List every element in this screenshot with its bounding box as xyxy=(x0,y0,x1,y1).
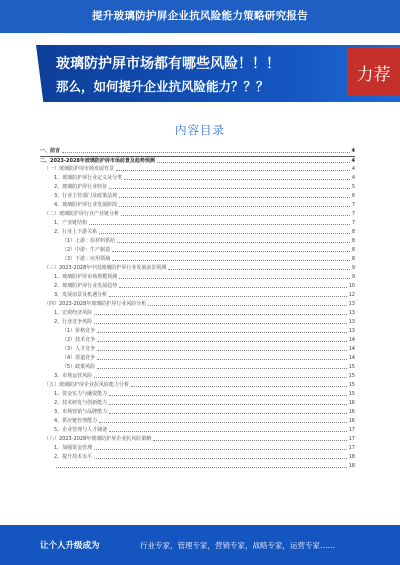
toc-page-number: 14 xyxy=(348,346,355,352)
toc-leader-dots xyxy=(153,440,346,441)
toc-entry[interactable] xyxy=(40,165,355,174)
toc-page-number: 4 xyxy=(351,166,355,172)
toc-leader-dots xyxy=(112,251,350,252)
toc-entry-text: 一、前言 xyxy=(40,148,61,154)
toc-leader-dots xyxy=(94,314,346,315)
table-of-contents xyxy=(40,147,355,471)
toc-page-number: 4 xyxy=(351,157,355,164)
toc-leader-dots xyxy=(109,296,346,297)
toc-entry[interactable] xyxy=(40,381,355,390)
toc-leader-dots xyxy=(97,332,346,333)
toc-leader-dots xyxy=(94,323,346,324)
toc-entry[interactable] xyxy=(40,372,355,381)
toc-page-number: 18 xyxy=(348,454,355,460)
toc-page-number: 15 xyxy=(348,382,355,388)
toc-title: 内容目录 xyxy=(175,123,225,137)
toc-leader-dots xyxy=(112,260,350,261)
toc-page-number: 12 xyxy=(348,292,355,298)
toc-entry-text: （五）玻璃防护屏企业抗风险能力分析 xyxy=(44,382,130,388)
toc-leader-dots xyxy=(89,224,350,225)
toc-page-number: 13 xyxy=(348,310,355,316)
toc-entry[interactable] xyxy=(40,291,355,300)
toc-page-number: 8 xyxy=(351,238,355,244)
toc-entry-text: 2、行业竞争风险 xyxy=(54,319,93,325)
toc-entry[interactable] xyxy=(40,246,355,255)
toc-entry-text: （三）2023-2028年中国玻璃防护屏行业发展前景预测 xyxy=(44,265,167,271)
toc-page-number: 17 xyxy=(348,436,355,442)
toc-leader-dots xyxy=(121,215,350,216)
toc-page-number: 5 xyxy=(351,184,355,190)
toc-leader-dots xyxy=(94,377,346,378)
toc-leader-dots xyxy=(62,152,350,153)
toc-entry[interactable] xyxy=(40,156,355,165)
toc-leader-dots xyxy=(119,206,350,207)
toc-entry-text: （3）人才竞争 xyxy=(62,346,96,352)
toc-page-number: 13 xyxy=(348,319,355,325)
toc-leader-dots xyxy=(168,269,350,270)
toc-entry-text: （六）2023-2028年玻璃防护屏企业抗风险策略 xyxy=(44,436,152,442)
toc-leader-dots xyxy=(119,287,346,288)
toc-leader-dots xyxy=(56,467,347,468)
toc-entry-text: 4、玻璃防护屏行业发展阶段 xyxy=(54,202,118,208)
toc-entry-text: 2、玻璃防护屏行业发展趋势 xyxy=(54,283,118,289)
toc-entry-text: 2、技术研发与创新能力 xyxy=(54,400,108,406)
toc-entry[interactable] xyxy=(40,228,355,237)
toc-page-number: 16 xyxy=(348,418,355,424)
toc-entry-text: 3、发展前景及机遇分析 xyxy=(54,292,108,298)
toc-entry[interactable] xyxy=(40,363,355,372)
toc-page-number: 8 xyxy=(351,256,355,262)
toc-leader-dots xyxy=(97,341,346,342)
toc-entry[interactable] xyxy=(40,318,355,327)
toc-entry-text: 1、加强资金管理 xyxy=(54,445,93,451)
toc-entry-text: （二）玻璃防护屏行业产业链分析 xyxy=(44,211,120,217)
toc-entry[interactable] xyxy=(40,147,355,156)
toc-entry[interactable] xyxy=(40,219,355,228)
toc-leader-dots xyxy=(124,179,350,180)
toc-leader-dots xyxy=(119,197,350,198)
toc-entry[interactable] xyxy=(40,183,355,192)
toc-page-number: 8 xyxy=(351,247,355,253)
toc-entry-text: （四）2023-2028年玻璃防护屏行业风险分析 xyxy=(44,301,147,307)
report-title: 提升玻璃防护屏企业抗风险能力策略研究报告 xyxy=(92,10,308,22)
hero-subtitle: 那么，如何提升企业抗风险能力？？？ xyxy=(56,79,269,94)
toc-leader-dots xyxy=(99,422,346,423)
toc-leader-dots xyxy=(148,305,346,306)
toc-page-number: 18 xyxy=(348,463,355,469)
toc-entry-text: 1、宏观经济风险 xyxy=(54,310,93,316)
toc-entry-text: 3、行业主管部门及政策法规 xyxy=(54,193,118,199)
toc-page-number: 7 xyxy=(351,220,355,226)
toc-entry-text: 3、市场运营风险 xyxy=(54,373,93,379)
footer-roles: 行业专家，管理专家，营销专家，战略专家，运营专家…… xyxy=(140,541,335,550)
toc-entry[interactable] xyxy=(40,201,355,210)
toc-entry[interactable] xyxy=(40,444,355,453)
toc-page-number: 7 xyxy=(351,202,355,208)
toc-page-number: 10 xyxy=(348,283,355,289)
report-title-bar xyxy=(0,0,400,33)
toc-page-number: 9 xyxy=(351,274,355,280)
toc-entry-text: （一）玻璃防护屏市场发展背景 xyxy=(44,166,115,172)
toc-leader-dots xyxy=(109,395,346,396)
hero-banner xyxy=(0,45,400,102)
toc-entry[interactable] xyxy=(40,237,355,246)
toc-leader-dots xyxy=(119,278,350,279)
toc-leader-dots xyxy=(131,386,347,387)
hero-title: 玻璃防护屏市场都有哪些风险！！！ xyxy=(56,56,280,72)
toc-page-number: 9 xyxy=(351,265,355,271)
toc-entry-text: （2）中游：生产制造 xyxy=(62,247,111,253)
toc-page-number: 4 xyxy=(351,175,355,181)
toc-page-number: 14 xyxy=(348,337,355,343)
toc-entry[interactable] xyxy=(40,390,355,399)
toc-page-number: 13 xyxy=(348,328,355,334)
toc-entry-text: 1、玻璃防护屏市场规模预测 xyxy=(54,274,118,280)
toc-page-number: 4 xyxy=(351,148,355,154)
toc-entry[interactable] xyxy=(40,435,355,444)
toc-entry-text: 5、企业管理与人才储备 xyxy=(54,427,108,433)
toc-entry[interactable] xyxy=(40,210,355,219)
toc-leader-dots xyxy=(97,359,346,360)
toc-leader-dots xyxy=(109,413,346,414)
toc-entry[interactable] xyxy=(40,174,355,183)
toc-entry[interactable] xyxy=(40,354,355,363)
toc-entry[interactable] xyxy=(40,336,355,345)
toc-page-number: 15 xyxy=(348,391,355,397)
toc-page-number: 14 xyxy=(348,355,355,361)
toc-entry[interactable] xyxy=(40,408,355,417)
toc-page-number: 16 xyxy=(348,409,355,415)
toc-entry-text: 1、资金实力与融资能力 xyxy=(54,391,108,397)
toc-entry-text: 2、行业上下游关系 xyxy=(54,229,98,235)
toc-entry-text: （1）上游：原材料供给 xyxy=(62,238,116,244)
toc-entry-text: 1、产业链结构 xyxy=(54,220,88,226)
toc-leader-dots xyxy=(99,233,350,234)
toc-page-number: 7 xyxy=(351,211,355,217)
toc-leader-dots xyxy=(94,449,346,450)
toc-entry-text: （3）下游：应用领域 xyxy=(62,256,111,262)
toc-entry-text: 2、提升技术水平 xyxy=(54,454,93,460)
toc-page-number: 17 xyxy=(348,445,355,451)
toc-entry[interactable] xyxy=(40,417,355,426)
toc-page-number: 15 xyxy=(348,373,355,379)
toc-entry[interactable] xyxy=(40,255,355,264)
toc-entry[interactable] xyxy=(40,264,355,273)
toc-entry[interactable] xyxy=(40,273,355,282)
toc-entry[interactable] xyxy=(40,192,355,201)
toc-entry-text: 3、市场营销与品牌能力 xyxy=(54,409,108,415)
toc-entry[interactable] xyxy=(40,345,355,354)
toc-entry-text: 1、玻璃防护屏行业定义及分类 xyxy=(54,175,123,181)
toc-leader-dots xyxy=(94,458,346,459)
toc-entry[interactable] xyxy=(40,300,355,309)
toc-leader-dots xyxy=(109,431,346,432)
toc-page-number: 15 xyxy=(348,364,355,370)
footer-slogan: 让个人升级成为 xyxy=(40,541,100,551)
toc-leader-dots xyxy=(116,170,350,171)
toc-entry[interactable] xyxy=(40,462,355,471)
toc-entry-text: （4）渠道竞争 xyxy=(62,355,96,361)
toc-page-number: 17 xyxy=(348,427,355,433)
toc-entry[interactable] xyxy=(40,327,355,336)
toc-entry-text: 2、玻璃防护屏行业特征 xyxy=(54,184,108,190)
toc-entry[interactable] xyxy=(40,282,355,291)
toc-entry-text: 4、供应链管理能力 xyxy=(54,418,98,424)
toc-leader-dots xyxy=(109,188,350,189)
toc-entry-text: （1）价格竞争 xyxy=(62,328,96,334)
toc-entry-text: （2）技术竞争 xyxy=(62,337,96,343)
recommend-badge: 力荐 xyxy=(347,48,400,96)
toc-leader-dots xyxy=(117,242,350,243)
toc-leader-dots xyxy=(157,162,350,163)
toc-leader-dots xyxy=(109,404,346,405)
footer-banner xyxy=(0,525,400,565)
toc-entry-text: 二、2023-2028年玻璃防护屏市场前景及趋势预测 xyxy=(40,157,155,164)
toc-entry-text: （5）政策风险 xyxy=(62,364,96,370)
toc-entry[interactable] xyxy=(40,426,355,435)
toc-page-number: 8 xyxy=(351,229,355,235)
toc-page-number: 16 xyxy=(348,400,355,406)
toc-page-number: 6 xyxy=(351,193,355,199)
toc-leader-dots xyxy=(97,368,346,369)
toc-entry[interactable] xyxy=(40,453,355,462)
toc-entry[interactable] xyxy=(40,309,355,318)
toc-page-number: 13 xyxy=(348,301,355,307)
toc-entry[interactable] xyxy=(40,399,355,408)
toc-leader-dots xyxy=(97,350,346,351)
